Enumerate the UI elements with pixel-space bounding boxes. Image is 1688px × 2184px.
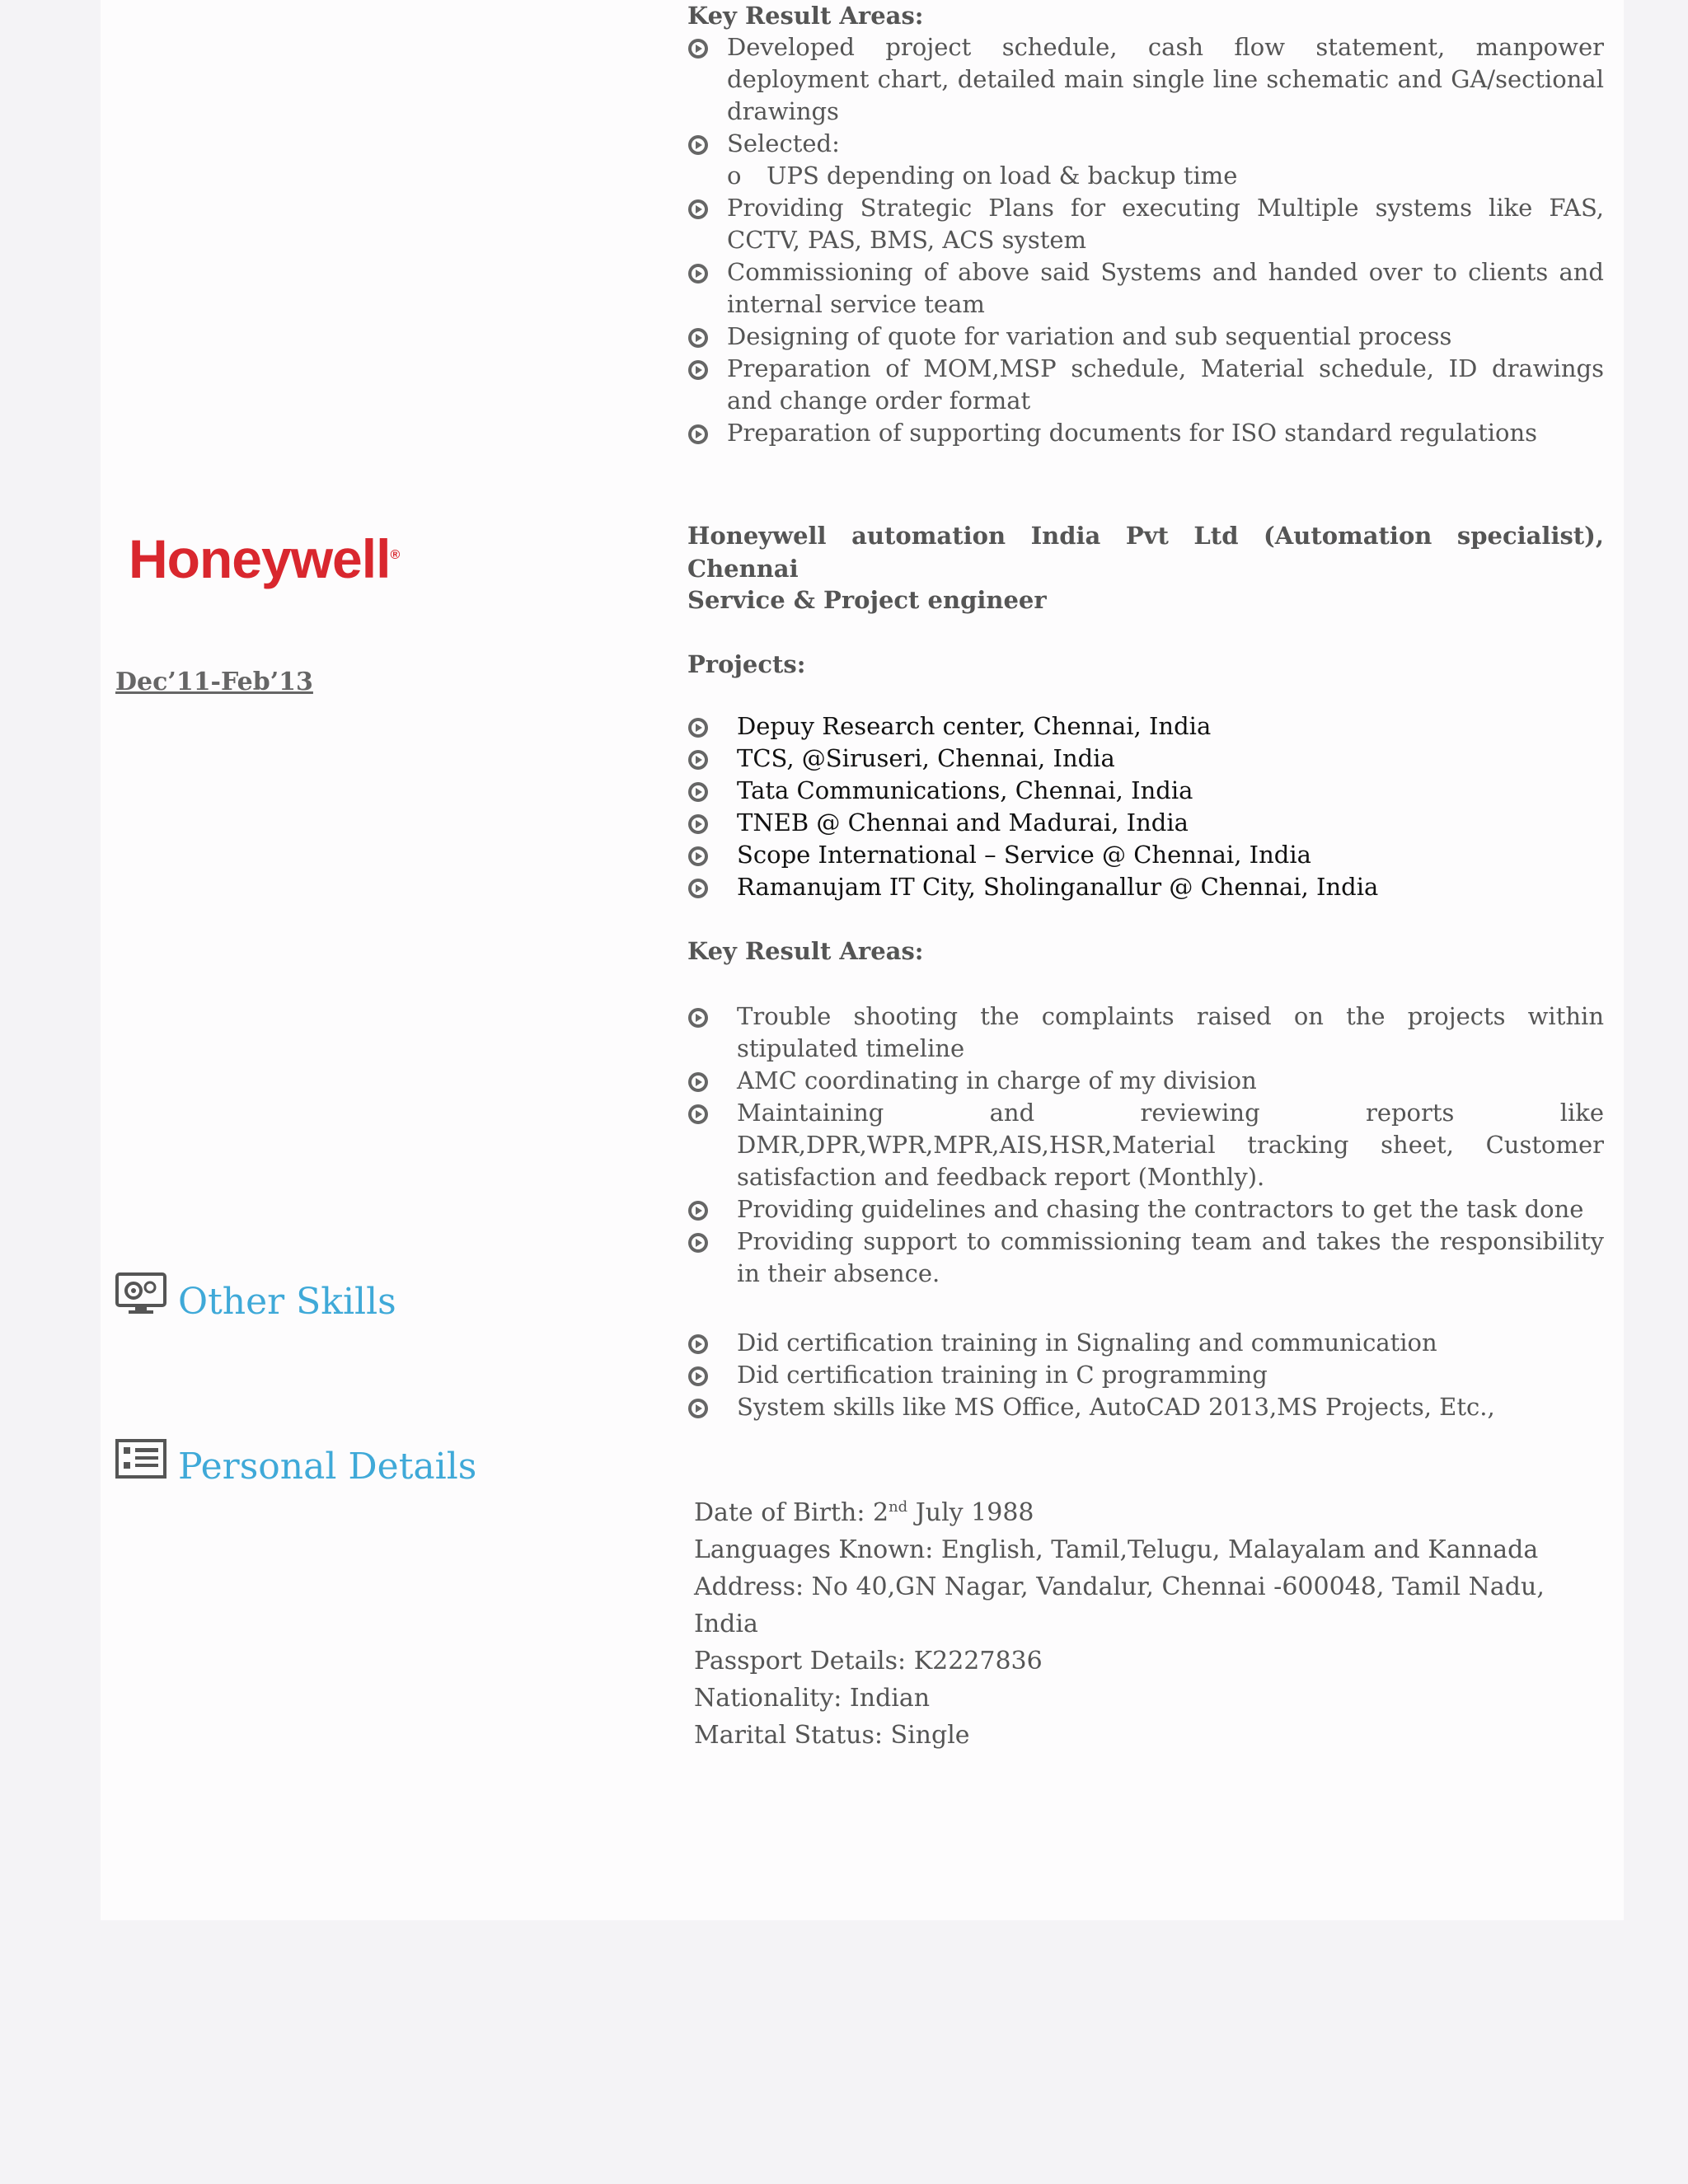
bullet-play-icon (687, 846, 709, 867)
bullet-play-icon (687, 1398, 709, 1419)
bullet-play-icon (687, 1007, 709, 1029)
bullet-play-icon (687, 1104, 709, 1125)
languages-known: Languages Known: English, Tamil,Telugu, Malayalam and Kannada (694, 1535, 1539, 1564)
list-item: Designing of quote for variation and sub sequential process (687, 321, 1604, 353)
list-item: Maintaining and reviewing reports like DMR,DPR,WPR,MPR,AIS,HSR,Material tracking sheet, Customer satisfaction and feedback report (Monthly). (687, 1097, 1604, 1193)
list-item: AMC coordinating in charge of my division (687, 1065, 1604, 1097)
list-item: Trouble shooting the complaints raised on the projects within stipulated timeline (687, 1001, 1604, 1065)
bullet-play-icon (687, 1071, 709, 1093)
personal-details-section (694, 1488, 1601, 1754)
list-item: Providing support to commissioning team and takes the responsibility in their absence. (687, 1226, 1604, 1290)
bullet-play-icon (687, 199, 709, 220)
personal-details-title: Personal Details (178, 1446, 477, 1488)
registered-mark-icon: ® (390, 548, 400, 562)
list-item: Did certification training in C programming (687, 1359, 1604, 1391)
kra-heading: Key Result Areas: (687, 937, 924, 965)
projects-heading: Projects: (687, 650, 806, 678)
employment-date: Dec’11-Feb’13 (115, 668, 313, 696)
bullet-play-icon (687, 1333, 709, 1355)
list-item: Commissioning of above said Systems and handed over to clients and internal service team (687, 256, 1604, 321)
list-item: Scope International – Service @ Chennai, India (687, 839, 1604, 871)
kra-top-heading: Key Result Areas: (687, 2, 924, 30)
kra-list (687, 1001, 1604, 1290)
list-item: TCS, @Siruseri, Chennai, India (687, 743, 1604, 775)
nationality: Nationality: Indian (694, 1684, 931, 1713)
list-item: Preparation of MOM,MSP schedule, Material schedule, ID drawings and change order format (687, 353, 1604, 417)
bullet-play-icon (687, 1366, 709, 1387)
id-card-icon (115, 1439, 166, 1482)
kra-top-section (687, 0, 1604, 449)
list-item: Selected: (687, 128, 1604, 160)
bullet-play-icon (687, 424, 709, 445)
bullet-play-icon (687, 781, 709, 803)
list-item: Providing Strategic Plans for executing Multiple systems like FAS, CCTV, PAS, BMS, ACS system (687, 192, 1604, 256)
list-item: Tata Communications, Chennai, India (687, 775, 1604, 807)
bullet-play-icon (687, 1232, 709, 1254)
list-item: System skills like MS Office, AutoCAD 2013,MS Projects, Etc., (687, 1391, 1604, 1423)
bullet-play-icon (687, 327, 709, 349)
job-role: Service & Project engineer (687, 586, 1047, 614)
list-item: Preparation of supporting documents for ISO standard regulations (687, 417, 1604, 449)
bullet-play-icon (687, 717, 709, 738)
skills-monitor-gears-icon (115, 1272, 166, 1315)
passport-details: Passport Details: K2227836 (694, 1647, 1043, 1675)
list-item: TNEB @ Chennai and Madurai, India (687, 807, 1604, 839)
list-item: Did certification training in Signaling and communication (687, 1327, 1604, 1359)
sub-list-item: o UPS depending on load & backup time (687, 160, 1604, 192)
company-name: Honeywell automation India Pvt Ltd (Automation specialist), Chennai (687, 522, 1604, 583)
list-item: Developed project schedule, cash flow statement, manpower deployment chart, detailed main single line schematic and GA/sectional drawings (687, 31, 1604, 128)
bullet-play-icon (687, 813, 709, 835)
kra-top-list (687, 31, 1604, 449)
list-item: Depuy Research center, Chennai, India (687, 710, 1604, 743)
other-skills-title: Other Skills (178, 1281, 396, 1323)
marital-status: Marital Status: Single (694, 1721, 970, 1750)
bullet-play-icon (687, 749, 709, 771)
bullet-play-icon (687, 263, 709, 284)
honeywell-section (687, 519, 1604, 1290)
address: Address: No 40,GN Nagar, Vandalur, Chennai -600048, Tamil Nadu, India (694, 1572, 1545, 1638)
other-skills-section (687, 1327, 1604, 1423)
bullet-play-icon (687, 878, 709, 899)
date-of-birth: Date of Birth: 2nd July 1988 (694, 1498, 1034, 1527)
circle-bullet-icon: o (727, 162, 742, 190)
bullet-play-icon (687, 359, 709, 381)
list-item: Ramanujam IT City, Sholinganallur @ Chennai, India (687, 871, 1604, 903)
honeywell-logo: Honeywell® (129, 528, 400, 589)
projects-list (687, 710, 1604, 903)
skills-list (687, 1327, 1604, 1423)
bullet-play-icon (687, 38, 709, 59)
bullet-play-icon (687, 134, 709, 156)
list-item: Providing guidelines and chasing the contractors to get the task done (687, 1193, 1604, 1226)
bullet-play-icon (687, 1200, 709, 1221)
